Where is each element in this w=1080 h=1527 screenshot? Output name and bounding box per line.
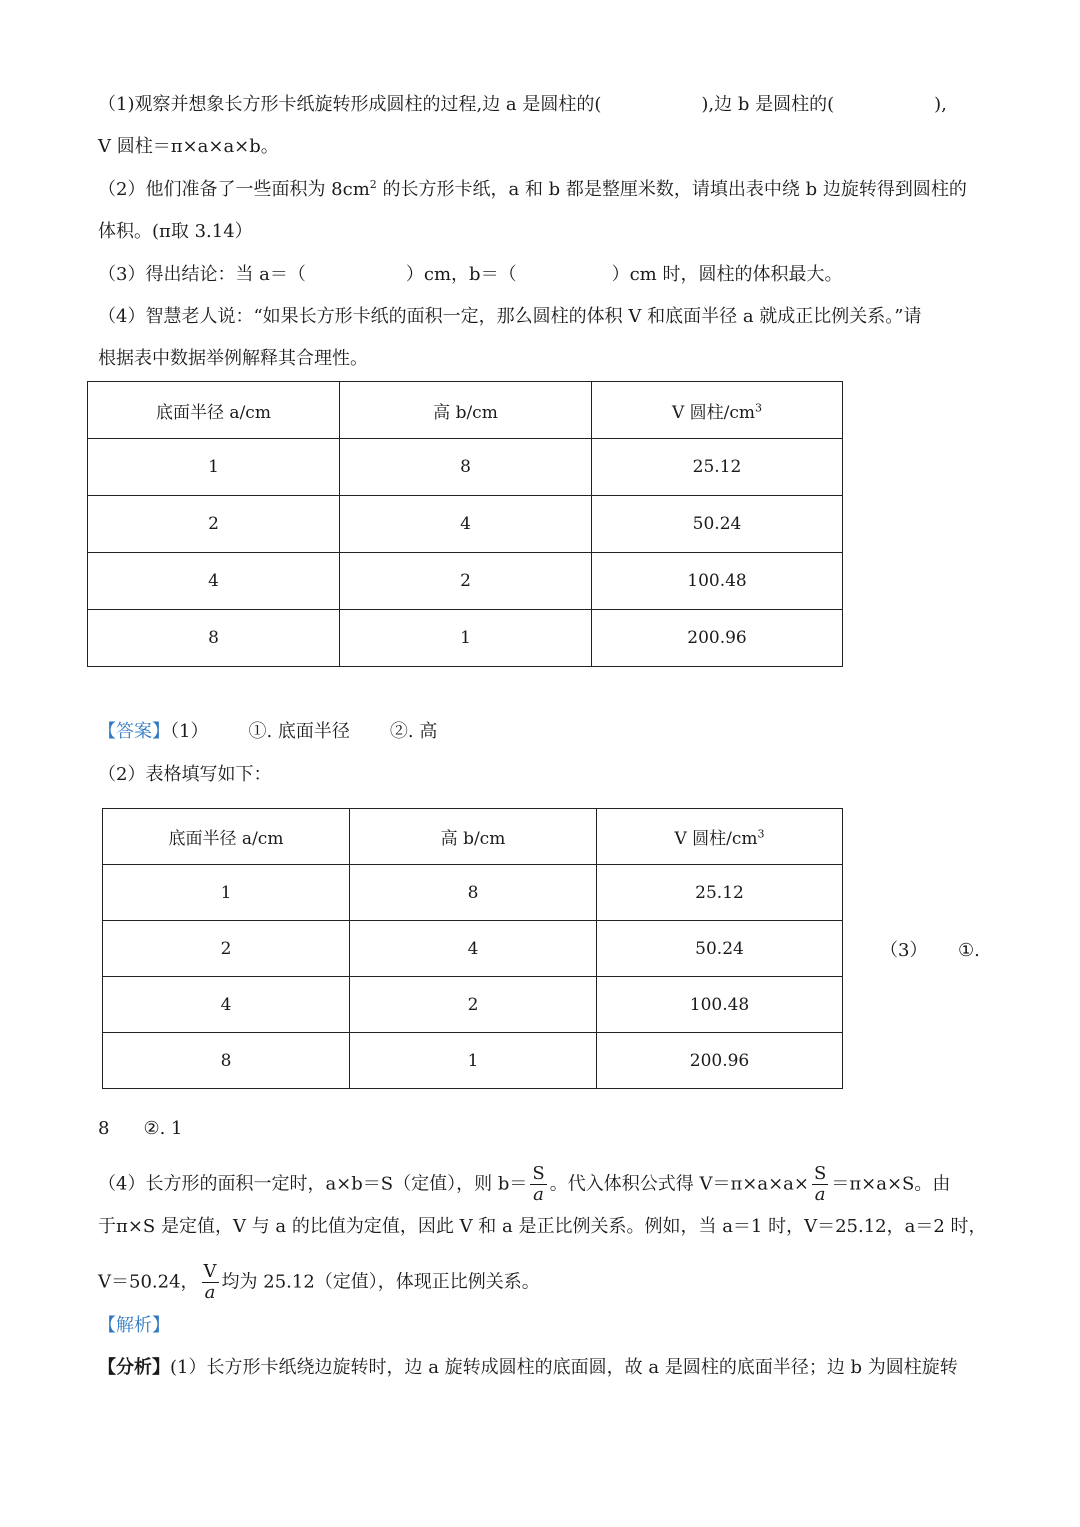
fraction-numerator: S bbox=[532, 1163, 545, 1184]
answer-4-text-d: V＝50.24， bbox=[98, 1271, 199, 1293]
header-volume-sup: 3 bbox=[755, 400, 763, 414]
question-2-line-1 bbox=[98, 177, 967, 203]
answer-4-text-e: 均为 25.12（定值），体现正比例关系。 bbox=[221, 1271, 540, 1293]
answer-3-a-marker: ①. bbox=[958, 940, 980, 961]
cell-radius: 8 bbox=[103, 1033, 350, 1089]
cell-height: 2 bbox=[340, 553, 592, 610]
table-row bbox=[103, 1033, 843, 1089]
answer-tag: 【答案】 bbox=[98, 721, 170, 742]
table-row bbox=[88, 553, 843, 610]
answer-3-a-value: 8 bbox=[98, 1118, 110, 1139]
answer-4-text-c: ＝π×a×S。由 bbox=[831, 1173, 951, 1195]
q1-text-mid: ),边 b 是圆柱的( bbox=[701, 94, 835, 115]
q1-text-pre: （1)观察并想象长方形卡纸旋转形成圆柱的过程,边 a 是圆柱的( bbox=[98, 94, 602, 115]
fraction-v-over-a bbox=[202, 1262, 219, 1303]
analysis-text: (1）长方形卡纸绕边旋转时，边 a 旋转成圆柱的底面圆，故 a 是圆柱的底面半径；边 b 为圆柱旋转 bbox=[170, 1357, 958, 1378]
header-volume-text: V 圆柱/cm bbox=[671, 402, 756, 423]
fraction-denominator: a bbox=[204, 1282, 216, 1303]
answer-table bbox=[102, 808, 843, 1089]
cell-height: 1 bbox=[350, 1033, 597, 1089]
answer-1-label: （1） bbox=[170, 721, 209, 742]
answer-3-continued bbox=[98, 1116, 183, 1142]
cell-volume: 100.48 bbox=[597, 977, 843, 1033]
answer-1-a: ①. 底面半径 bbox=[248, 721, 350, 742]
fraction-numerator: S bbox=[813, 1163, 827, 1184]
answer-3-label: （3） bbox=[880, 940, 928, 961]
cell-volume: 100.48 bbox=[592, 553, 843, 610]
q3-text-mid: ）cm，b＝（ bbox=[405, 264, 517, 285]
cell-volume: 25.12 bbox=[597, 865, 843, 921]
q3-text-post: ）cm 时，圆柱的体积最大。 bbox=[611, 264, 843, 285]
table-row bbox=[103, 865, 843, 921]
cell-height: 4 bbox=[340, 496, 592, 553]
cell-volume: 200.96 bbox=[597, 1033, 843, 1089]
cell-radius: 4 bbox=[88, 553, 340, 610]
answer-header-height: 高 b/cm bbox=[350, 809, 597, 865]
analysis-tag: 【解析】 bbox=[98, 1315, 170, 1336]
cell-radius: 2 bbox=[88, 496, 340, 553]
cell-radius: 4 bbox=[103, 977, 350, 1033]
analysis-line-1 bbox=[98, 1355, 958, 1381]
cell-height: 4 bbox=[350, 921, 597, 977]
q2-superscript: 2 bbox=[369, 178, 377, 191]
answer-4-line-2: 于π×S 是定值，V 与 a 的比值为定值，因此 V 和 a 是正比例关系。例如，当 a＝1 时，V＝25.12，a＝2 时， bbox=[98, 1216, 987, 1237]
question-table bbox=[87, 381, 843, 667]
answer-4-line-1 bbox=[98, 1164, 950, 1205]
header-volume bbox=[592, 382, 843, 439]
answer-header-volume-sup: 3 bbox=[757, 827, 765, 841]
fraction-denominator: a bbox=[533, 1184, 544, 1205]
cell-volume: 50.24 bbox=[597, 921, 843, 977]
answer-header-volume-text: V 圆柱/cm bbox=[674, 829, 758, 849]
cell-volume: 25.12 bbox=[592, 439, 843, 496]
answer-table-header-row bbox=[103, 809, 843, 865]
table-row bbox=[88, 610, 843, 667]
cell-volume: 200.96 bbox=[592, 610, 843, 667]
answer-header-volume bbox=[597, 809, 843, 865]
table-row bbox=[88, 496, 843, 553]
header-radius: 底面半径 a/cm bbox=[88, 382, 340, 439]
question-4-line-1: （4）智慧老人说：“如果长方形卡纸的面积一定，那么圆柱的体积 V 和底面半径 a 就成正比例关系。”请 bbox=[98, 306, 922, 327]
table-header-row bbox=[88, 382, 843, 439]
header-height: 高 b/cm bbox=[340, 382, 592, 439]
question-4-line-2: 根据表中数据举例解释其合理性。 bbox=[98, 348, 368, 369]
fraction-denominator: a bbox=[814, 1184, 826, 1205]
table-row bbox=[103, 921, 843, 977]
fraction-numerator: V bbox=[203, 1261, 217, 1282]
answer-header-radius: 底面半径 a/cm bbox=[103, 809, 350, 865]
answer-4-line-3 bbox=[98, 1262, 540, 1303]
fraction-s-over-a-2 bbox=[812, 1164, 828, 1205]
cell-height: 8 bbox=[350, 865, 597, 921]
cell-height: 1 bbox=[340, 610, 592, 667]
cell-height: 2 bbox=[350, 977, 597, 1033]
q2-text-pre: （2）他们准备了一些面积为 8cm bbox=[98, 179, 370, 200]
cell-radius: 2 bbox=[103, 921, 350, 977]
q2-text-post: 的长方形卡纸，a 和 b 都是整厘米数，请填出表中绕 b 边旋转得到圆柱的 bbox=[376, 179, 967, 200]
cell-height: 8 bbox=[340, 439, 592, 496]
question-1-line-1 bbox=[98, 92, 947, 118]
cell-radius: 8 bbox=[88, 610, 340, 667]
answer-1-b: ②. 高 bbox=[389, 721, 438, 742]
table-row bbox=[103, 977, 843, 1033]
table-row bbox=[88, 439, 843, 496]
answer-3-b: ②. 1 bbox=[143, 1118, 183, 1139]
question-2-line-2: 体积。(π取 3.14） bbox=[98, 221, 253, 242]
cell-radius: 1 bbox=[103, 865, 350, 921]
answer-4-text-b: 。代入体积公式得 V＝π×a×a× bbox=[549, 1173, 809, 1195]
analysis-fenxi-tag: 【分析】 bbox=[98, 1357, 170, 1378]
cell-radius: 1 bbox=[88, 439, 340, 496]
answer-part-2: （2）表格填写如下： bbox=[98, 764, 272, 785]
answer-4-text-a: （4）长方形的面积一定时，a×b＝S（定值），则 b＝ bbox=[98, 1173, 528, 1195]
cell-volume: 50.24 bbox=[592, 496, 843, 553]
question-3-line bbox=[98, 262, 842, 288]
q1-text-post: ), bbox=[934, 94, 947, 115]
fraction-s-over-a bbox=[530, 1164, 546, 1205]
question-1-line-2: V 圆柱＝π×a×a×b。 bbox=[98, 136, 279, 157]
answer-part-1 bbox=[98, 719, 437, 745]
q3-text-pre: （3）得出结论：当 a＝（ bbox=[98, 264, 306, 285]
